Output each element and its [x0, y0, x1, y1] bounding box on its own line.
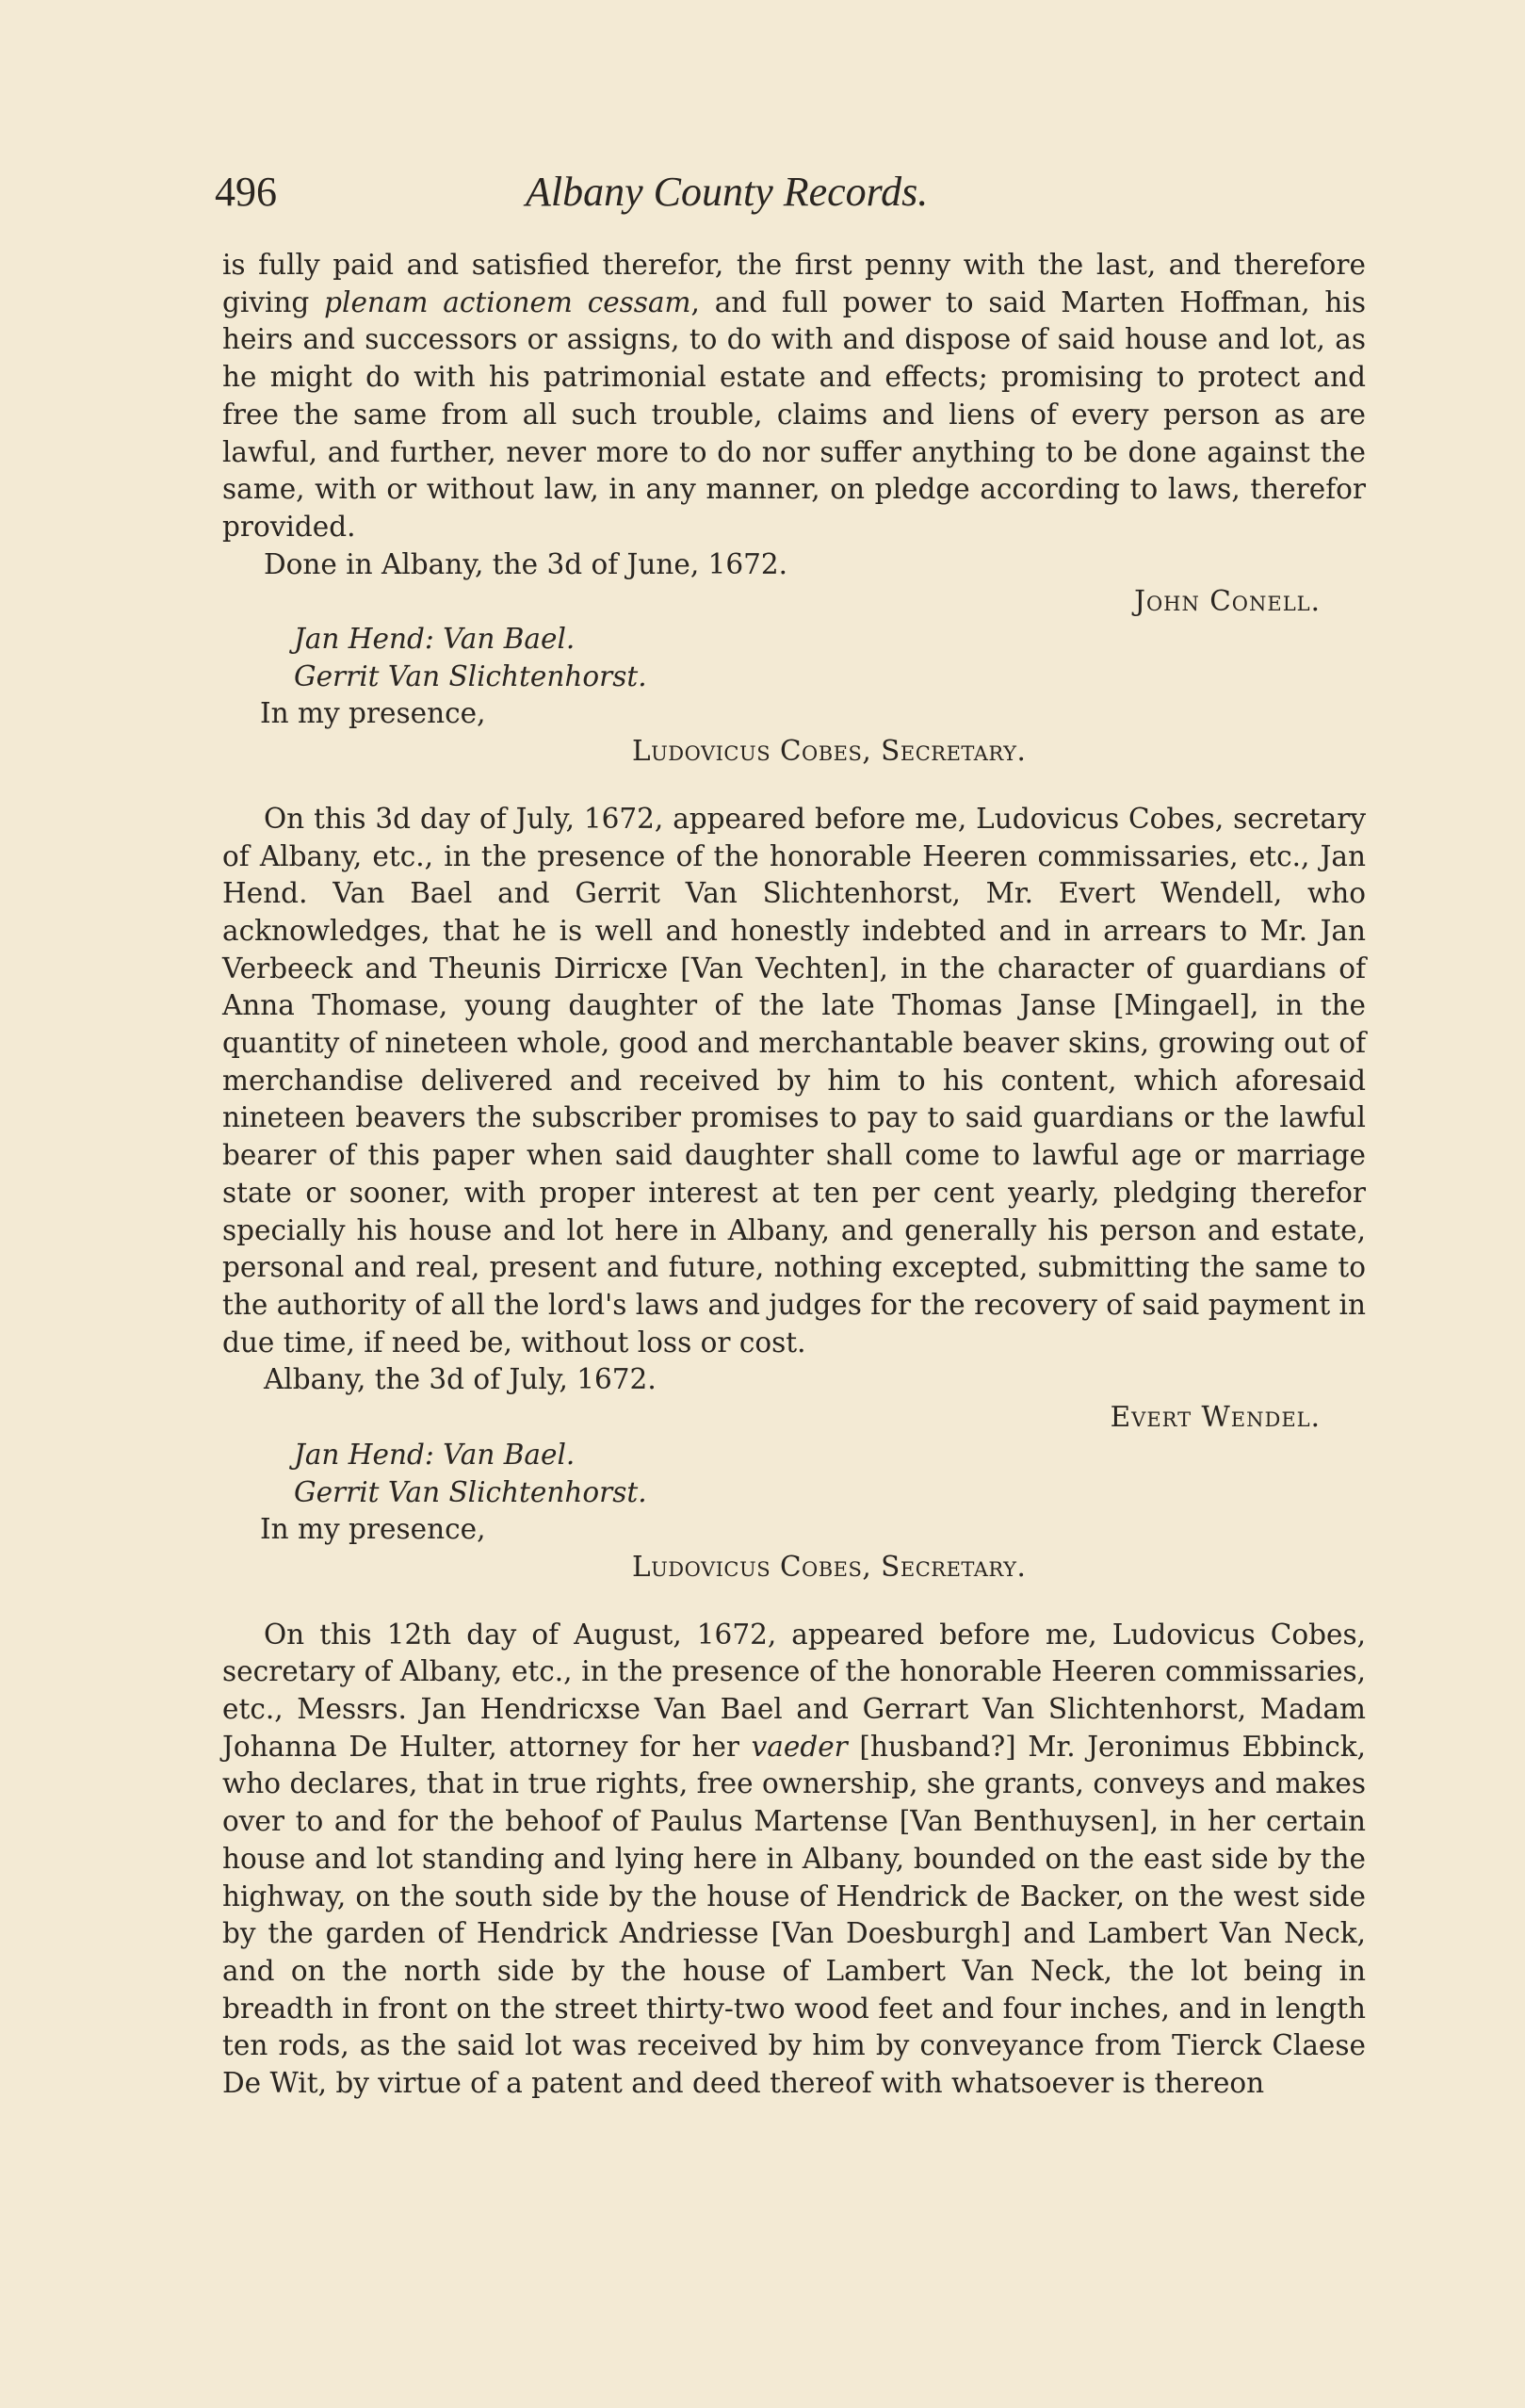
deed1-witness-2: Gerrit Van Slichtenhorst.	[294, 659, 647, 692]
section-gap	[222, 771, 1366, 801]
deed1-signer: John Conell.	[1134, 585, 1321, 618]
latin-phrase: plenam actionem cessam	[324, 285, 691, 318]
running-head	[215, 168, 1025, 224]
deed2-secretary: Ludovicus Cobes, Secretary.	[632, 1550, 1027, 1583]
body-text	[222, 247, 1366, 2103]
running-title: Albany County Records.	[526, 169, 929, 215]
deed2-witness-1: Jan Hend: Van Bael.	[294, 1438, 576, 1471]
deed1-presence: In my presence,	[260, 697, 486, 730]
deed1-witness-1: Jan Hend: Van Bael.	[294, 623, 576, 656]
dutch-word: vaeder	[751, 1730, 848, 1763]
deed1-secretary: Ludovicus Cobes, Secretary.	[632, 735, 1027, 768]
deed2-paragraph: On this 3d day of July, 1672, appeared before me, Ludovicus Cobes, secretary of Albany, etc., in the presence of the honorable Heeren commissaries, etc., Jan Hend. Van Bael and Gerrit Van Slichtenhorst, Mr. Evert Wendell, who acknowledges, that he is well and honestly indebted and in arrears to Mr. Jan Verbeeck and Theunis Dirricxe [Van Vechten], in the character of guardians of Anna Thomase, young daughter of the late Thomas Janse [Mingael], in the quantity of nineteen whole, good and merchantable beaver skins, growing out of merchandise delivered and received by him to his content, which aforesaid nineteen beavers the subscriber promises to pay to said guardians or the lawful bearer of this paper when said daughter shall come to lawful age or marriage state or sooner, with proper interest at ten per cent yearly, pledging therefor specially his house and lot here in Albany, and generally his person and estate, personal and real, present and future, nothing excepted, submitting the same to the authority of all the lord's laws and judges for the recovery of said payment in due time, if need be, without loss or cost.	[222, 802, 1366, 1359]
page-number: 496	[215, 169, 277, 215]
section-gap	[222, 1586, 1366, 1617]
deed2-witness-2: Gerrit Van Slichtenhorst.	[294, 1475, 647, 1508]
deed3-paragraph: On this 12th day of August, 1672, appeared before me, Ludovicus Cobes, secretary of Albany, etc., in the presence of the honorable Heeren commissaries, etc., Messrs. Jan Hendricxse Van Bael and Gerrart Van Slichtenhorst, Madam Johanna De Hulter, attorney for her vaeder [husband?] Mr. Jeronimus Ebbinck, who declares, that in true rights, free ownership, she grants, conveys and makes over to and for the behoof of Paulus Martense [Van Benthuysen], in her certain house and lot standing and lying here in Albany, bounded on the east side by the highway, on the south side by the house of Hendrick de Backer, on the west side by the garden of Hendrick Andriesse [Van Doesburgh] and Lambert Van Neck, and on the north side by the house of Lambert Van Neck, the lot being in breadth in front on the street thirty-two wood feet and four inches, and in length ten rods, as the said lot was received by him by conveyance from Tierck Claese De Wit, by virtue of a patent and deed thereof with whatsoever is thereon	[222, 1618, 1367, 2100]
deed2-date-line: Albany, the 3d of July, 1672.	[264, 1363, 657, 1396]
deed1-date-line: Done in Albany, the 3d of June, 1672.	[264, 547, 788, 580]
deed2-presence: In my presence,	[260, 1513, 486, 1546]
deed2-signer: Evert Wendel.	[1110, 1401, 1321, 1434]
deed1-paragraph: is fully paid and satisfied therefor, the first penny with the last, and therefore giving plenam actionem cessam, and full power to said Marten Hoffman, his heirs and successors or assigns, to do with and dispose of said house and lot, as he might do with his patrimonial estate and effects; promising to protect and free the same from all such trouble, claims and liens of every person as are lawful, and further, never more to do nor suffer anything to be done against the same, with or without law, in any manner, on pledge according to laws, therefor provided.	[222, 249, 1366, 543]
